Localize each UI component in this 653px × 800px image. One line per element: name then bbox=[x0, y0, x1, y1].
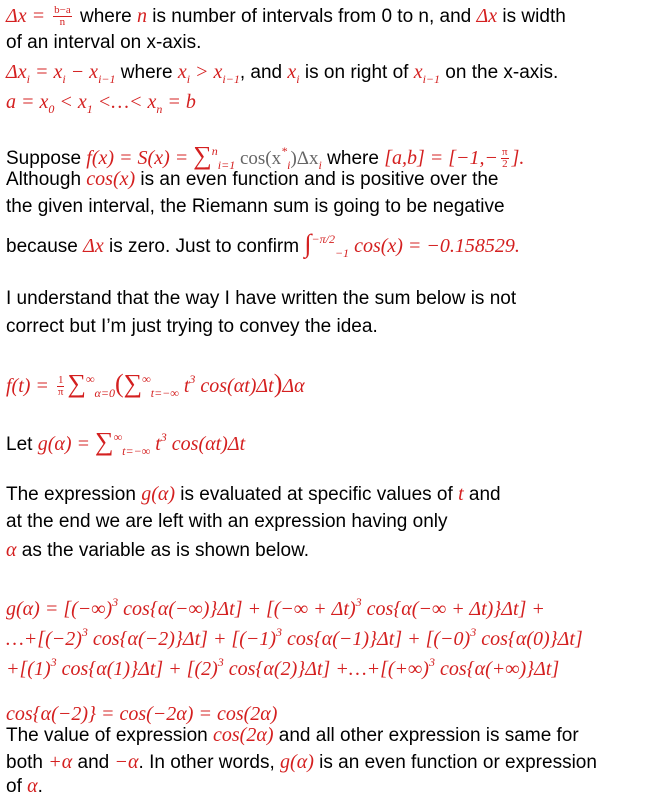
math-run: g(α) bbox=[141, 483, 176, 505]
math-run: Δx bbox=[83, 235, 104, 257]
text-run: where bbox=[115, 62, 178, 83]
math-run: Δα bbox=[282, 375, 305, 397]
text-run: as the variable as is shown below. bbox=[16, 540, 310, 561]
math-run: a = x bbox=[6, 91, 49, 113]
math-run: cos{α(−2)} = cos(−2α) = cos(2α) bbox=[6, 703, 278, 725]
math-run: f(t) = bbox=[6, 375, 54, 397]
text-run: on the x-axis. bbox=[440, 62, 559, 83]
math-run: g(α) = [(−∞) bbox=[6, 598, 113, 620]
text-run: of an interval on x-axis. bbox=[6, 32, 202, 53]
text-run: where bbox=[74, 6, 138, 27]
math-run: − x bbox=[65, 61, 99, 83]
fraction: $\frac{\pi}{2}$ bbox=[502, 146, 508, 171]
line-expression bbox=[6, 482, 501, 507]
text-run: Let bbox=[6, 434, 38, 455]
math-run: 3 bbox=[112, 595, 119, 609]
line-g-expansion-3 bbox=[6, 650, 559, 682]
math-run: i−1 bbox=[98, 72, 116, 86]
math-run: 3 bbox=[470, 625, 477, 639]
math-run: ∑ bbox=[193, 141, 212, 170]
math-run: ) bbox=[273, 369, 283, 398]
text-run: at the end we are left with an expression having only bbox=[6, 511, 448, 532]
math-run: x bbox=[287, 61, 297, 83]
line-let-g bbox=[6, 425, 245, 463]
math-run: 3 bbox=[217, 655, 224, 669]
math-run: ]. bbox=[511, 147, 525, 169]
math-run: cos(x) bbox=[86, 168, 136, 190]
text-run: Suppose bbox=[6, 148, 87, 169]
text-run: is zero. Just to confirm bbox=[103, 236, 305, 257]
text-run: because bbox=[6, 236, 84, 257]
math-run: i bbox=[287, 158, 291, 172]
math-run: Δx bbox=[476, 5, 498, 27]
math-run: * bbox=[281, 144, 288, 158]
math-run: …+[(−2) bbox=[6, 628, 82, 650]
line-because bbox=[6, 227, 520, 265]
math-run: t=−∞ bbox=[150, 386, 179, 400]
text-run: is on right of bbox=[299, 62, 414, 83]
text-run: . In other words, bbox=[138, 752, 281, 773]
math-run: t bbox=[178, 375, 190, 397]
math-run: 3 bbox=[276, 625, 283, 639]
text-run: both bbox=[6, 752, 49, 773]
math-run: i bbox=[62, 72, 66, 86]
line-g-expansion-1 bbox=[6, 590, 545, 622]
math-run: −1 bbox=[334, 246, 350, 260]
math-run: cos{α(2)}Δt] +…+[(+∞) bbox=[223, 658, 429, 680]
math-run: n bbox=[156, 102, 163, 116]
math-run: i bbox=[26, 72, 30, 86]
math-run: 3 bbox=[189, 372, 196, 386]
math-run: cos{α(−1)}Δt] + [(−0) bbox=[282, 628, 471, 650]
math-run: n bbox=[211, 144, 218, 158]
text-run: is an even function or expression bbox=[313, 752, 597, 773]
text-run: The expression bbox=[6, 484, 142, 505]
text-run: where bbox=[321, 148, 385, 169]
math-run: i=1 bbox=[217, 158, 236, 172]
math-run: ∞ bbox=[113, 430, 123, 444]
math-run: ∞ bbox=[85, 372, 95, 386]
math-run: 3 bbox=[355, 595, 362, 609]
math-run: −π/2 bbox=[311, 232, 335, 246]
math-run: > x bbox=[190, 61, 223, 83]
math-run: [a,b] = [−1,− bbox=[384, 147, 499, 169]
line-g-expansion-2 bbox=[6, 620, 583, 652]
math-run: cos(αt)Δt bbox=[195, 375, 274, 397]
math-run: = b bbox=[162, 91, 196, 113]
text-run: is an even function and is positive over the bbox=[135, 169, 499, 190]
text-run: The value of expression bbox=[6, 725, 214, 746]
math-run: +α bbox=[48, 751, 73, 773]
math-run: g(α) = bbox=[37, 433, 96, 455]
math-run: ∑ bbox=[67, 369, 86, 398]
math-run: i−1 bbox=[422, 72, 441, 86]
math-run: t bbox=[150, 433, 161, 455]
math-run: ∑ bbox=[123, 369, 143, 398]
text-run: . bbox=[37, 776, 43, 797]
line-both bbox=[6, 750, 597, 775]
line-understand bbox=[6, 287, 516, 311]
fraction: $\frac{1}{\pi}$ bbox=[57, 374, 64, 399]
text-run: and bbox=[72, 752, 115, 773]
math-run: ∑ bbox=[95, 427, 114, 456]
math-run: Δx bbox=[6, 61, 27, 83]
text-run: the given interval, the Riemann sum is going to be negative bbox=[6, 196, 505, 217]
math-run: g(α) bbox=[280, 751, 314, 773]
text-run: of bbox=[6, 776, 28, 797]
math-run: α bbox=[6, 539, 17, 561]
line-partition bbox=[6, 90, 196, 121]
text-run: and all other expression is same for bbox=[273, 725, 579, 746]
math-run: <…< x bbox=[92, 91, 157, 113]
math-run: f(x) = S(x) = bbox=[86, 147, 194, 169]
text-run: is width bbox=[497, 6, 566, 27]
math-run: cos{α(0)}Δt] bbox=[476, 628, 583, 650]
math-run: i bbox=[186, 72, 191, 86]
line-delta-x-definition bbox=[6, 4, 566, 29]
math-run: 3 bbox=[50, 655, 57, 669]
math-run: < x bbox=[54, 91, 87, 113]
math-run: Δx = bbox=[6, 5, 51, 27]
math-run: ( bbox=[114, 369, 124, 398]
line-delta-x-i bbox=[6, 60, 558, 91]
math-run: 1 bbox=[86, 102, 93, 116]
text-run: is evaluated at specific values of bbox=[175, 484, 459, 505]
math-run: cos{α(−∞)}Δt] + [(−∞ + Δt) bbox=[118, 598, 356, 620]
line-variable bbox=[6, 538, 309, 563]
line-value-of bbox=[6, 723, 579, 748]
math-run: n bbox=[137, 5, 148, 27]
fraction: $\frac{b-a}{n}$ bbox=[54, 4, 71, 29]
line-f-of-t bbox=[6, 367, 305, 405]
math-run: x bbox=[177, 61, 187, 83]
line-interval-width bbox=[6, 31, 201, 55]
math-run: cos{α(+∞)}Δt] bbox=[434, 658, 560, 680]
line-although bbox=[6, 167, 499, 192]
math-run: t=−∞ bbox=[122, 444, 151, 458]
math-run: −α bbox=[114, 751, 139, 773]
math-run: = x bbox=[29, 61, 63, 83]
math-run: x bbox=[413, 61, 423, 83]
math-run: cos(x bbox=[235, 148, 282, 169]
math-run: cos{α(−∞ + Δt)}Δt] + bbox=[361, 598, 545, 620]
text-run: and bbox=[463, 484, 501, 505]
math-run: ∞ bbox=[142, 372, 151, 386]
line-at-the-end bbox=[6, 510, 448, 534]
math-run: cos(αt)Δt bbox=[166, 433, 246, 455]
math-run: cos(2α) bbox=[213, 724, 274, 746]
text-run: I understand that the way I have written the sum below is not bbox=[6, 288, 517, 309]
math-run: 3 bbox=[81, 625, 88, 639]
math-run: i bbox=[318, 158, 322, 172]
text-run: , and bbox=[239, 62, 288, 83]
line-convey bbox=[6, 315, 378, 339]
text-run: Although bbox=[6, 169, 87, 190]
math-run: )Δx bbox=[290, 148, 319, 169]
math-run: 0 bbox=[48, 102, 55, 116]
math-run: ∫ bbox=[304, 229, 312, 258]
math-run: +[(1) bbox=[6, 658, 51, 680]
math-run: 3 bbox=[428, 655, 435, 669]
line-of-alpha bbox=[6, 774, 43, 799]
math-run: cos(x) = −0.158529. bbox=[349, 235, 520, 257]
text-run: is number of intervals from 0 to n, and bbox=[147, 6, 477, 27]
math-run: 3 bbox=[160, 430, 167, 444]
math-run: cos{α(1)}Δt] + [(2) bbox=[56, 658, 218, 680]
math-run: i bbox=[296, 72, 300, 86]
math-run: α bbox=[27, 775, 38, 797]
math-run: i−1 bbox=[222, 72, 240, 86]
math-run: t bbox=[458, 483, 464, 505]
line-given-interval bbox=[6, 195, 505, 219]
text-run: correct but I’m just trying to convey the idea. bbox=[6, 316, 378, 337]
math-run: cos{α(−2)}Δt] + [(−1) bbox=[87, 628, 277, 650]
math-run: α=0 bbox=[94, 386, 115, 400]
